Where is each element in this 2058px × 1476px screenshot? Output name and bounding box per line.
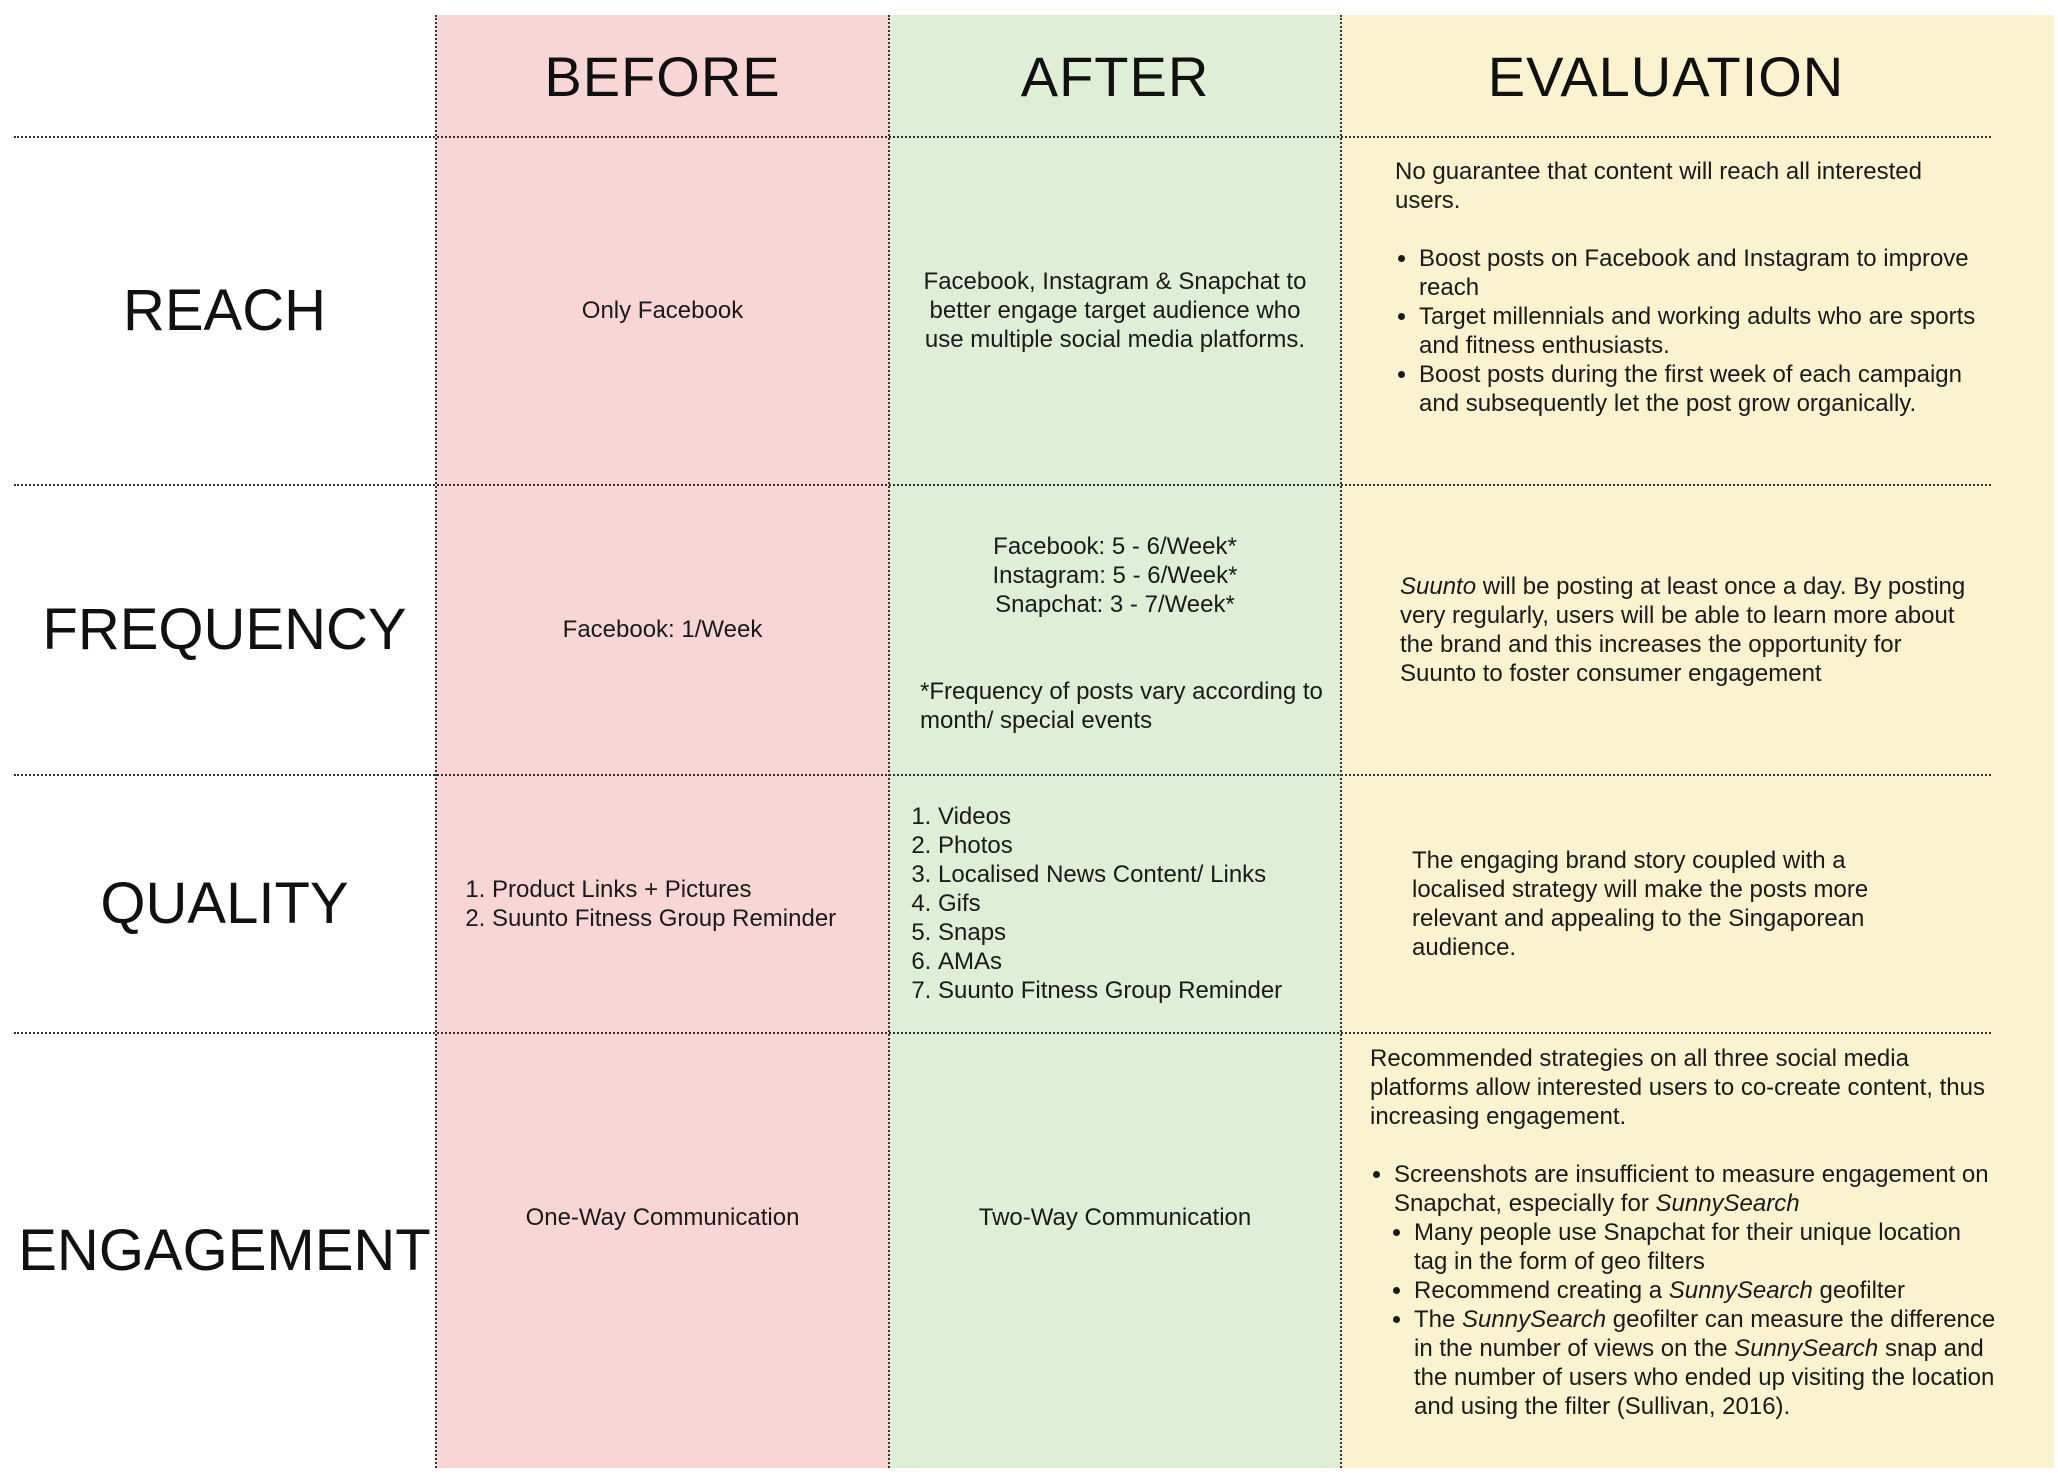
frequency-after (889, 485, 1341, 774)
brand-name: Suunto (1400, 572, 1477, 600)
frequency-after-note: *Frequency of posts vary according to month/ special events (920, 678, 1323, 734)
list-item: 2. Photos (938, 831, 1282, 860)
list-item: • Boost posts on Facebook and Instagram to improve reach (1419, 244, 1985, 302)
list-item: 1. Product Links + Pictures (492, 875, 836, 904)
engagement-before: One-Way Communication (525, 1203, 800, 1231)
list-item: • Boost posts during the first week of each campaign and subsequently let the post grow organically. (1419, 360, 1985, 418)
engagement-sub-bullets (1394, 1218, 2000, 1421)
quality-after-list (902, 802, 1282, 1005)
list-item: • Many people use Snapchat for their unique location tag in the form of geo filters (1414, 1218, 2000, 1276)
engagement-after: Two-Way Communication (978, 1203, 1252, 1231)
list-item: 7. Suunto Fitness Group Reminder (938, 976, 1282, 1005)
list-item: • Recommend creating a SunnySearch geofilter (1414, 1276, 2000, 1305)
header-before: BEFORE (544, 44, 781, 108)
reach-after: Facebook, Instagram & Snapchat to better engage target audience who use multiple social media platforms. (923, 268, 1307, 353)
list-item: 1. Videos (938, 802, 1282, 831)
quality-before (456, 775, 886, 1032)
reach-evaluation-bullets (1395, 244, 1985, 418)
frequency-after-line: Instagram: 5 - 6/Week* (992, 562, 1238, 589)
reach-before: Only Facebook (581, 297, 744, 324)
quality-evaluation: The engaging brand story coupled with a localised strategy will make the posts more relevant and appealing to the Singaporean audience. (1412, 846, 1869, 961)
frequency-after-line: Facebook: 5 - 6/Week* (993, 533, 1237, 560)
quality-before-list (456, 875, 836, 933)
list-item: • Target millennials and working adults who are sports and fitness enthusiasts. (1419, 302, 1985, 360)
quality-after (902, 775, 1338, 1032)
frequency-evaluation-text: Suunto will be posting at least once a day. By posting very regularly, users will be able to learn more about the brand and this increases the opportunity for Suunto to foster consumer engagement (1400, 572, 1966, 687)
reach-evaluation-intro: No guarantee that content will reach all interested users. (1395, 158, 1922, 214)
list-item: 6. AMAs (938, 947, 1282, 976)
row-label-engagement: ENGAGEMENT (18, 1218, 431, 1283)
frequency-evaluation (1400, 485, 1970, 774)
engagement-evaluation (1370, 1044, 2000, 1464)
engagement-evaluation-intro: Recommended strategies on all three social media platforms allow interested users to co-create content, thus increasing engagement. (1370, 1045, 1985, 1130)
reach-evaluation (1395, 157, 1985, 457)
list-item: • Screenshots are insufficient to measure engagement on Snapchat, especially for SunnySearch • Many people use Snapchat for their unique location tag in the form of geo filters • Recommend creating a SunnySearch geofilter • The SunnySearch geofilter can measure the difference in the number of views on the SunnySearch snap and the number of users who ended up visiting the location and using the filter (Sullivan, 2016). (1394, 1160, 2000, 1421)
list-item: 2. Suunto Fitness Group Reminder (492, 904, 836, 933)
header-evaluation: EVALUATION (1487, 44, 1845, 108)
list-item: 3. Localised News Content/ Links (938, 860, 1282, 889)
frequency-before: Facebook: 1/Week (562, 616, 763, 643)
frequency-after-line: Snapchat: 3 - 7/Week* (995, 591, 1235, 618)
row-label-frequency: FREQUENCY (42, 597, 407, 662)
header-after: AFTER (1020, 44, 1210, 108)
engagement-evaluation-bullets (1370, 1160, 2000, 1421)
row-label-reach: REACH (122, 278, 327, 343)
row-label-quality: QUALITY (100, 871, 349, 936)
list-item: • The SunnySearch geofilter can measure the difference in the number of views on the SunnySearch snap and the number of users who ended up visiting the location and using the filter (Sullivan, 2016). (1414, 1305, 2000, 1421)
list-item: 4. Gifs (938, 889, 1282, 918)
list-item: 5. Snaps (938, 918, 1282, 947)
